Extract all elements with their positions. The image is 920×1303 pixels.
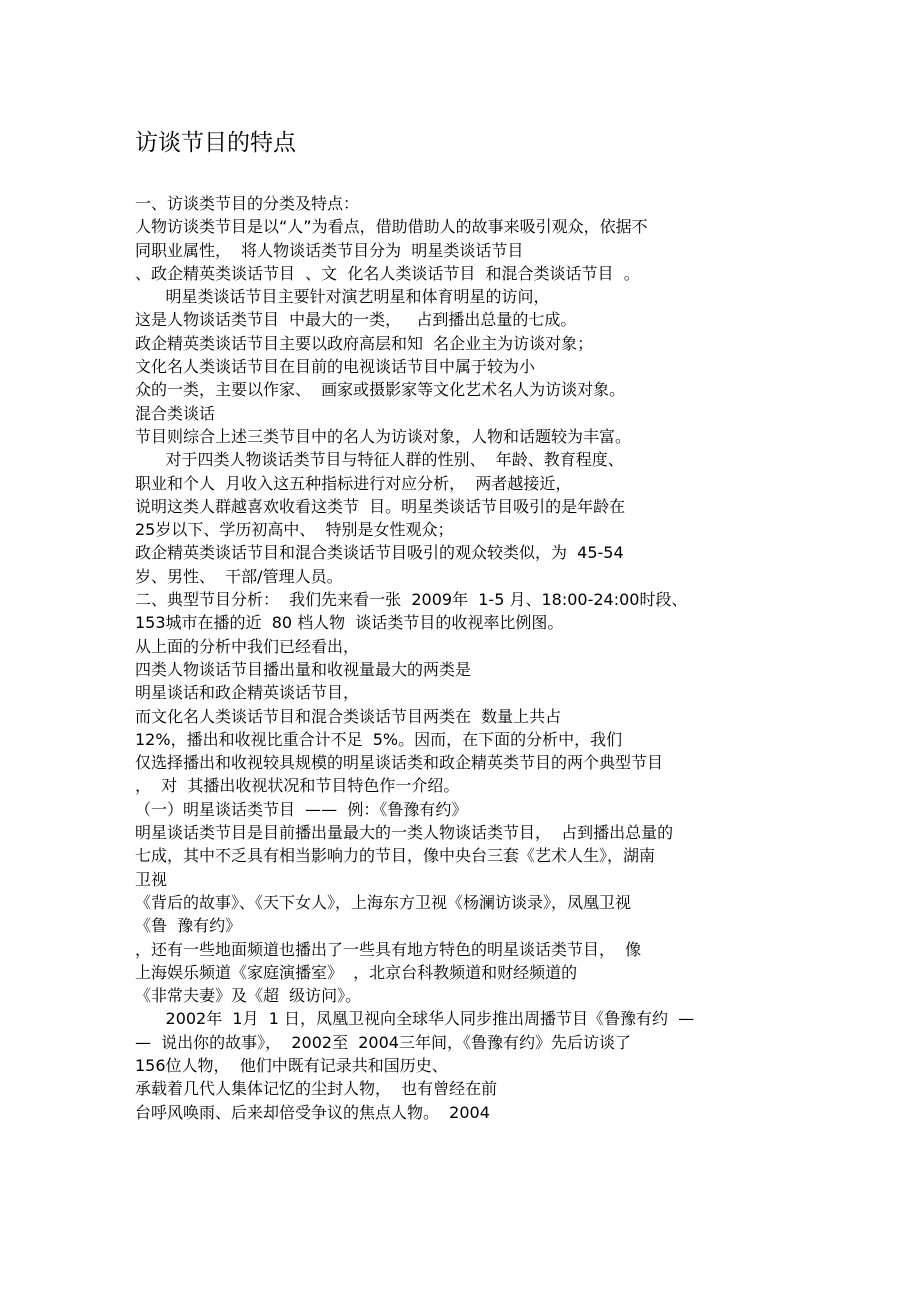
body-line: 2002年 1月 1 日，凤凰卫视向全球华人同步推出周播节目《鲁豫有约 —	[135, 1009, 695, 1029]
body-line: 二、典型节目分析： 我们先来看一张 2009年 1-5 月、18:00-24:00时段、	[135, 590, 688, 610]
body-line: 上海娱乐频道《家庭演播室》 ，北京台科教频道和财经频道的	[135, 962, 578, 982]
body-line: 台呼风唤雨、后来却倍受争议的焦点人物。 2004	[135, 1102, 490, 1122]
body-line: 职业和个人 月收入这五种指标进行对应分析， 两者越接近，	[135, 473, 572, 493]
body-line: 政企精英类谈话节目主要以政府高层和知 名企业主为访谈对象；	[135, 333, 594, 353]
body-line: 仅选择播出和收视较具规模的明星谈话类和政企精英类节目的两个典型节目	[135, 753, 664, 773]
body-line: 七成，其中不乏具有相当影响力的节目，像中央台三套《艺术人生》，湖南	[135, 846, 656, 866]
body-line: 《鲁 豫有约》	[135, 916, 242, 936]
body-line: 同职业属性， 将人物谈话类节目分为 明星类谈话节目	[135, 240, 524, 260]
body-line: 节目则综合上述三类节目中的名人为访谈对象，人物和话题较为丰富。	[135, 426, 632, 446]
body-line: 四类人物谈话节目播出量和收视量最大的两类是	[135, 659, 472, 679]
body-line: 156位人物， 他们中既有记录共和国历史、	[135, 1055, 448, 1075]
body-line: 这是人物谈话类节目 中最大的一类， 占到播出总量的七成。	[135, 310, 577, 330]
body-line: 人物访谈类节目是以“人”为看点，借助借助人的故事来吸引观众，依据不	[135, 217, 648, 237]
body-line: 明星谈话和政企精英谈话节目，	[135, 683, 360, 703]
body-line: 对于四类人物谈话类节目与特征人群的性别、 年龄、教育程度、	[135, 450, 624, 470]
body-line: 混合类谈话	[135, 403, 216, 423]
body-line: 明星类谈话节目主要针对演艺明星和体育明星的访问，	[135, 287, 550, 307]
body-line: （一）明星谈话类节目 —— 例：《鲁豫有约》	[135, 799, 468, 819]
body-line: 政企精英类谈话节目和混合类谈话节目吸引的观众较类似，为 45-54	[135, 543, 624, 563]
body-line: 12%，播出和收视比重合计不足 5%。因而，在下面的分析中，我们	[135, 729, 623, 749]
body-line: 说明这类人群越喜欢收看这类节 目。明星类谈话节目吸引的是年龄在	[135, 496, 626, 516]
body-line: ，还有一些地面频道也播出了一些具有地方特色的明星谈话类节目， 像	[135, 939, 642, 959]
body-line: 、政企精英类谈话节目 、文 化名人类谈话节目 和混合类谈话节目 。	[135, 263, 640, 283]
body-line: 从上面的分析中我们已经看出，	[135, 636, 360, 656]
document-title: 访谈节目的特点	[135, 130, 296, 156]
body-line: ， 对 其播出收视状况和节目特色作一介绍。	[135, 776, 460, 796]
body-line: 明星谈话类节目是目前播出量最大的一类人物谈话类节目， 占到播出总量的	[135, 823, 674, 843]
body-line: 文化名人类谈话节目在目前的电视谈话节目中属于较为小	[135, 357, 536, 377]
body-line: 岁、男性、 干部/管理人员。	[135, 566, 343, 586]
body-line: 《非常夫妻》及《超 级访问》。	[135, 986, 362, 1006]
body-line: 25岁以下、学历初高中、 特别是女性观众；	[135, 520, 454, 540]
body-line: — 说出你的故事》， 2002至 2004三年间，《鲁豫有约》先后访谈了	[135, 1032, 631, 1052]
document-body	[135, 192, 795, 1124]
body-line: 《背后的故事》、《天下女人》，上海东方卫视《杨澜访谈录》，凤凰卫视	[135, 892, 632, 912]
body-line: 而文化名人类谈话节目和混合类谈话节目两类在 数量上共占	[135, 706, 562, 726]
body-line: 一、访谈类节目的分类及特点：	[135, 194, 360, 213]
body-line: 卫视	[135, 869, 168, 889]
body-line: 承载着几代人集体记忆的尘封人物， 也有曾经在前	[135, 1079, 498, 1099]
body-line: 众的一类，主要以作家、 画家或摄影家等文化艺术名人为访谈对象。	[135, 380, 626, 400]
body-line: 153城市在播的近 80 档人物 谈话类节目的收视率比例图。	[135, 613, 564, 633]
